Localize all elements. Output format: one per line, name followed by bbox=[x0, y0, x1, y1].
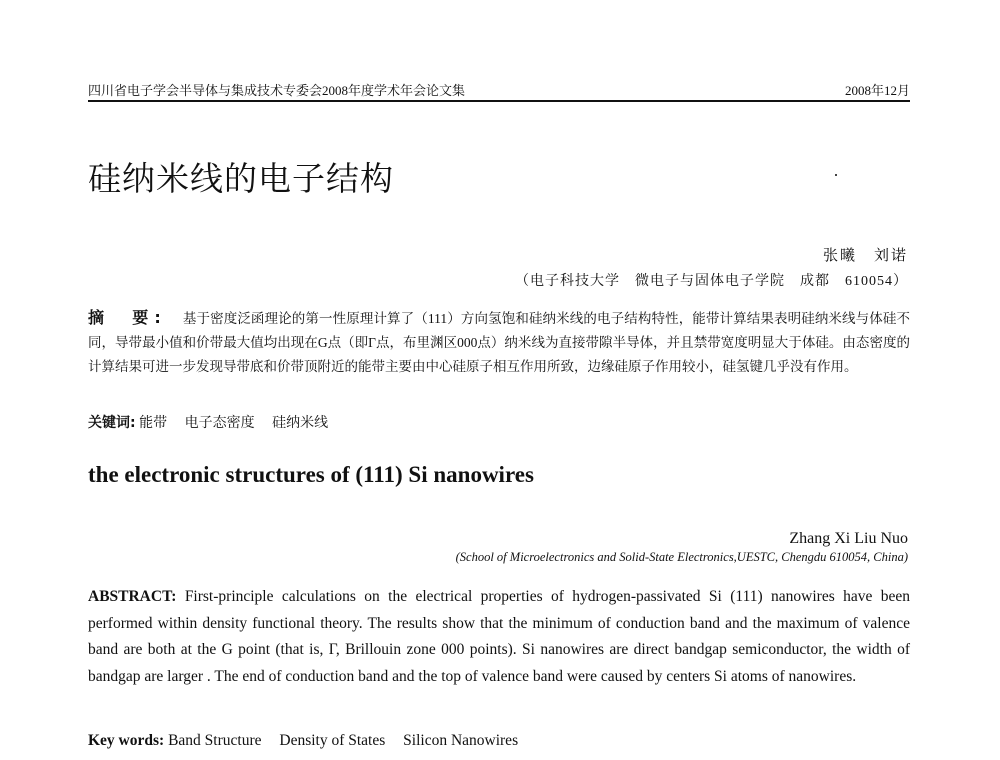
chinese-keyword: 电子态密度 bbox=[184, 416, 255, 431]
english-keyword: Silicon Nanowires bbox=[403, 732, 519, 749]
chinese-abstract bbox=[88, 306, 910, 379]
english-keywords bbox=[88, 732, 518, 750]
english-keyword: Density of States bbox=[279, 732, 386, 749]
journal-name: 四川省电子学会半导体与集成技术专委会2008年度学术年会论文集 bbox=[88, 83, 466, 98]
running-header bbox=[88, 78, 910, 102]
english-keyword: Band Structure bbox=[168, 732, 262, 749]
english-abstract-text: First-principle calculations on the electrical properties of hydrogen-passivated Si (111) nanowires have been performed within density functional theory. The results show that the minimum of conduction band and the maximum of valence band are both at the G point (that is, Γ, Brillouin zone 000 points). Si nanowires are direct bandgap semiconductor, the width of bandgap are larger . The end of conduction band and the top of valence band were caused by centers Si atoms of nanowires. bbox=[88, 588, 911, 685]
english-abstract-label: ABSTRACT: bbox=[88, 588, 177, 605]
english-affiliation: (School of Microelectronics and Solid-State Electronics,UESTC, Chengdu 610054, China) bbox=[455, 550, 908, 564]
chinese-authors: 张曦 刘诺 bbox=[822, 248, 908, 264]
chinese-keyword: 能带 bbox=[139, 416, 168, 431]
stray-dot bbox=[835, 174, 837, 176]
chinese-keyword: 硅纳米线 bbox=[272, 416, 329, 431]
english-keywords-label: Key words: bbox=[88, 732, 165, 749]
english-authors: Zhang Xi Liu Nuo bbox=[789, 530, 908, 547]
english-title: the electronic structures of (111) Si nanowires bbox=[88, 462, 534, 487]
chinese-affiliation: （电子科技大学 微电子与固体电子学院 成都 610054） bbox=[515, 274, 908, 289]
chinese-abstract-text: 基于密度泛函理论的第一性原理计算了（111）方向氢饱和硅纳米线的电子结构特性，能带计算结果表明硅纳米线与体硅不同，导带最小值和价带最大值均出现在G点（即Γ点，布里渊区000点）纳米线为直接带隙半导体，并且禁带宽度明显大于体硅。由态密度的计算结果可进一步发现导带底和价带顶附近的能带主要由中心硅原子相互作用所致，边缘硅原子作用较小，硅氢键几乎没有作用。 bbox=[88, 311, 911, 374]
english-abstract bbox=[88, 584, 910, 690]
chinese-keywords bbox=[88, 412, 328, 432]
publication-date: 2008年12月 bbox=[844, 83, 910, 98]
chinese-abstract-label: 摘 要: bbox=[88, 308, 167, 327]
chinese-title: 硅纳米线的电子结构 bbox=[88, 159, 394, 198]
chinese-keywords-label: 关键词: bbox=[88, 415, 136, 431]
